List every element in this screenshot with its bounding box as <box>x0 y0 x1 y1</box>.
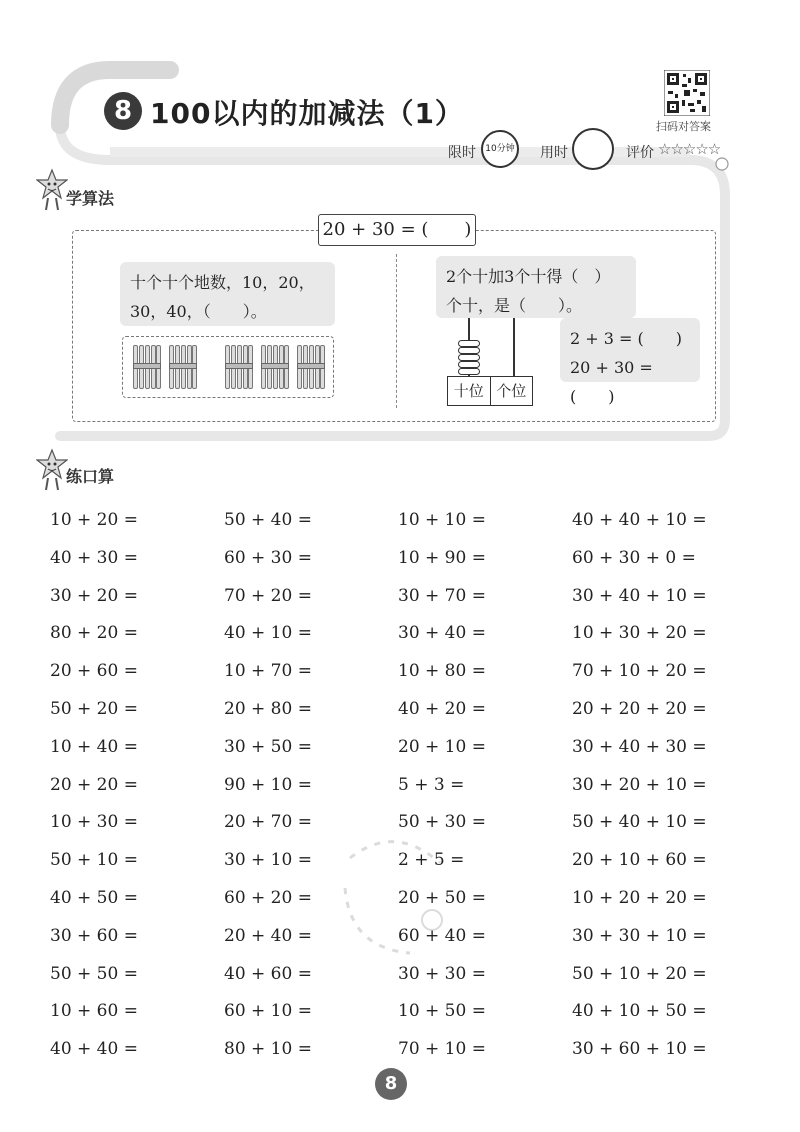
counting-text-line1: 十个十个地数，10，20， <box>130 273 315 292</box>
practice-problem: 20 + 60 = <box>50 661 138 682</box>
learn-divider <box>396 254 397 408</box>
practice-problem: 40 + 60 = <box>224 963 312 984</box>
practice-problem: 20 + 40 = <box>224 925 312 946</box>
practice-problem: 10 + 40 = <box>50 736 138 757</box>
time-limit-value: 10分钟 <box>485 144 515 154</box>
practice-problem: 20 + 10 + 60 = <box>572 850 707 871</box>
practice-problem: 40 + 10 = <box>224 623 312 644</box>
practice-problem: 10 + 70 = <box>224 661 312 682</box>
abacus-ones-rod <box>513 318 515 376</box>
practice-problem: 10 + 20 + 20 = <box>572 888 707 908</box>
practice-problem: 10 + 60 = <box>50 1001 138 1022</box>
practice-problem: 60 + 20 = <box>224 888 312 908</box>
practice-section-label: 练口算 <box>66 467 115 486</box>
stick-bundle-icon <box>225 345 253 389</box>
practice-problem: 30 + 50 = <box>224 736 312 757</box>
time-limit-timer <box>481 130 519 168</box>
abacus-tens-label: 十位 <box>448 377 491 405</box>
watermark-stamp-icon <box>330 828 460 968</box>
practice-problem: 30 + 40 = <box>398 623 486 644</box>
abacus-base <box>447 376 533 406</box>
tens-combining-text <box>436 256 636 318</box>
practice-problem: 60 + 30 + 0 = <box>572 547 696 568</box>
abacus-beads <box>458 340 480 376</box>
abacus-bead <box>458 361 480 368</box>
practice-problem: 30 + 60 + 10 = <box>572 1039 707 1060</box>
abacus-bead <box>458 347 480 354</box>
practice-problem: 40 + 30 = <box>50 547 138 568</box>
practice-problem: 50 + 40 = <box>224 510 312 530</box>
practice-problem: 2 + 5 = <box>398 850 465 871</box>
combining-text-line1: 2个十加3个十得（ ） <box>446 267 611 286</box>
practice-problem: 80 + 20 = <box>50 623 138 644</box>
practice-problem: 30 + 30 + 10 = <box>572 925 707 946</box>
abacus-equations <box>560 318 700 406</box>
stick-bundle-icon <box>261 345 289 389</box>
mascot-star-icon <box>36 448 68 492</box>
counting-tens-text <box>120 262 335 326</box>
learn-section-label: 学算法 <box>66 189 115 208</box>
counting-text-line2: 30，40，（ ）。 <box>130 302 267 321</box>
practice-problem: 60 + 10 = <box>224 1001 312 1022</box>
time-used-timer[interactable] <box>572 128 614 170</box>
practice-problem: 20 + 20 = <box>50 774 138 795</box>
stick-bundles-box <box>122 336 334 398</box>
abacus-bead <box>458 354 480 361</box>
stick-bundle-icon <box>297 345 325 389</box>
practice-problem: 20 + 20 + 20 = <box>572 699 707 719</box>
practice-problem: 10 + 10 = <box>398 510 486 530</box>
practice-problem: 80 + 10 = <box>224 1039 312 1060</box>
practice-problem: 10 + 30 + 20 = <box>572 623 707 644</box>
practice-problem: 10 + 90 = <box>398 547 486 568</box>
practice-problem: 20 + 10 = <box>398 736 486 757</box>
qr-label: 扫码对答案 <box>656 120 711 133</box>
abacus-bead <box>458 340 480 347</box>
practice-problem: 50 + 40 + 10 = <box>572 812 707 833</box>
page-title: 100以内的加减法（1） <box>150 97 464 130</box>
page-number: 8 <box>375 1068 407 1100</box>
practice-problem: 50 + 10 = <box>50 850 138 871</box>
practice-problem: 5 + 3 = <box>398 774 465 795</box>
practice-problem: 30 + 10 = <box>224 850 312 871</box>
practice-problem: 30 + 20 + 10 = <box>572 774 707 795</box>
practice-problem: 90 + 10 = <box>224 774 312 795</box>
practice-problem: 20 + 50 = <box>398 888 486 908</box>
practice-problem: 40 + 40 + 10 = <box>572 510 707 530</box>
abacus-bead <box>458 368 480 375</box>
time-used-label: 用时 <box>540 145 568 161</box>
practice-problem: 50 + 50 = <box>50 963 138 984</box>
rating-stars-icon[interactable]: ☆☆☆☆☆ <box>658 140 721 158</box>
practice-problem: 10 + 50 = <box>398 1001 486 1022</box>
practice-problem: 50 + 30 = <box>398 812 486 833</box>
practice-problem: 70 + 20 = <box>224 585 312 606</box>
practice-problem: 10 + 20 = <box>50 510 138 530</box>
rating-label: 评价 <box>626 145 654 161</box>
practice-problem: 70 + 10 = <box>398 1039 486 1060</box>
lesson-number-badge: 8 <box>104 92 142 130</box>
practice-problem: 30 + 40 + 30 = <box>572 736 707 757</box>
learn-formula: 20 + 30 = ( ) <box>318 214 476 246</box>
practice-problem: 20 + 70 = <box>224 812 312 833</box>
stick-bundle-icon <box>169 345 197 389</box>
practice-problem: 30 + 30 = <box>398 963 486 984</box>
practice-problem: 10 + 30 = <box>50 812 138 833</box>
practice-problem: 60 + 30 = <box>224 547 312 568</box>
practice-problem: 20 + 80 = <box>224 699 312 719</box>
practice-problem: 10 + 80 = <box>398 661 486 682</box>
practice-problem: 40 + 20 = <box>398 699 486 719</box>
practice-problem: 30 + 70 = <box>398 585 486 606</box>
practice-problem: 30 + 20 = <box>50 585 138 606</box>
equation-tens: 20 + 30 = ( ) <box>570 358 653 406</box>
practice-problem: 50 + 20 = <box>50 699 138 719</box>
practice-problem: 40 + 50 = <box>50 888 138 908</box>
practice-problem: 40 + 10 + 50 = <box>572 1001 707 1022</box>
practice-problem: 40 + 40 = <box>50 1039 138 1060</box>
combining-text-line2: 个十，是（ ）。 <box>446 296 583 315</box>
qr-code-icon[interactable] <box>664 70 710 116</box>
practice-problem: 70 + 10 + 20 = <box>572 661 707 682</box>
equation-ones: 2 + 3 = ( ) <box>570 329 683 348</box>
practice-problem: 50 + 10 + 20 = <box>572 963 707 984</box>
practice-problem: 30 + 60 = <box>50 925 138 946</box>
abacus-ones-label: 个位 <box>496 382 527 400</box>
practice-problem: 30 + 40 + 10 = <box>572 585 707 606</box>
practice-problem: 60 + 40 = <box>398 925 486 946</box>
mascot-star-icon <box>36 168 68 212</box>
time-limit-label: 限时 <box>448 145 476 161</box>
stick-bundle-icon <box>133 345 161 389</box>
